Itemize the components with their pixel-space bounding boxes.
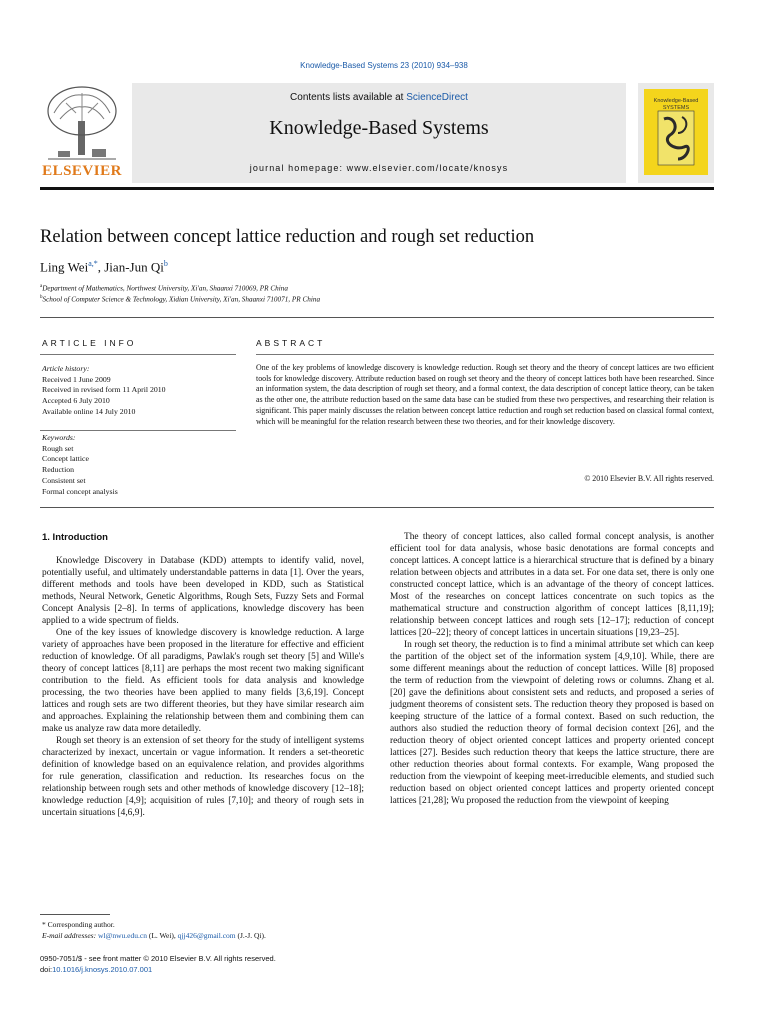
email-link[interactable]: qjj426@gmail.com [177,930,236,940]
doi-label: doi: [40,965,53,974]
cover-title: Knowledge-Based SYSTEMS [653,98,699,111]
publisher-name: ELSEVIER [42,163,122,179]
journal-homepage-link[interactable]: journal homepage: www.elsevier.com/locate/knosys [249,163,509,173]
section-heading-introduction: 1. Introduction [42,532,108,543]
journal-cover [638,83,714,183]
issn-line: 0950-7051/$ - see front matter © 2010 Elsevier B.V. All rights reserved. [40,954,276,963]
keyword: Reduction [42,465,75,475]
contents-prefix: Contents lists available at [290,92,404,103]
header-box [132,83,626,183]
email-link[interactable]: wl@nwu.edu.cn [97,930,147,940]
keyword: Concept lattice [42,454,89,464]
body-column-left [42,555,364,819]
affiliation-text: School of Computer Science & Technology, Xidian University, Xi'an, Shaanxi 710071, PR China [42,295,321,304]
author-list [40,259,168,275]
article-info-heading: ARTICLE INFO [42,338,137,348]
corresponding-author-footnote [42,920,372,941]
abstract-heading: ABSTRACT [256,338,326,348]
paragraph: In rough set theory, the reduction is to find a minimal attribute set which can keep the partition of the object set of the information system [4,9,10]. While, there are some different meanings about the reduction of concept lattices. Wille [8] proposed the term of reduction from the viewpoint of deleting rows or columns. Zhang et al. [20] gave the definitions about consistent sets and reducts, and proposed a series of judgment theorems of consistent sets. The reduction theory they proposed is based on keeping structure of the lattice of a formal context. Based on such reduction, the authors also studied the reduction theory of formal decision context [26], and the reduction theory of object oriented concept lattices and property oriented concept lattices [27]. Besides such reduction theory that keeps the lattice structure, there are other reduction theories about formal contexts. For example, Wang proposed the reduction from the viewpoint of keeping meet-irreducible elements, and studied such reduction based on object oriented concept lattices and property oriented concept lattices [21,28]; Wu proposed the reduction from the viewpoint of keeping [390,640,714,806]
journal-header [40,83,714,187]
footnote-marker: * [42,920,46,929]
body-column-right [390,531,714,807]
keyword: Rough set [42,443,74,453]
contents-line [132,92,626,103]
footnote-text: Corresponding author. [47,920,115,929]
history-item: Available online 14 July 2010 [42,406,136,416]
author-affiliation-marker[interactable]: b [163,259,168,268]
journal-name: Knowledge-Based Systems [269,117,489,139]
abstract-text: One of the key problems of knowledge discovery is knowledge reduction. Rough set theory and the theory of concept lattices are two efficient tools for knowledge discovery. Attribute reduction based on rough set theory and the theory of concept lattices both have been researched. Since an information system, the data description of rough set theory, and a formal context, the data description of concept lattice theory, can be taken as the other one, the attribute reduction based on the same data base can be studied from these two perspectives, and researching their relation is significant. This paper mainly discusses the relation between concept lattice reduction and rough set reduction based on classical formal context, which will be meaningful for the relation research between these two theories, and for their knowledge discovery. [256,363,714,426]
paragraph: The theory of concept lattices, also called formal concept analysis, is another efficient tool for data analysis, whose basic denotations are formal concepts and concept lattices. A concept lattice is a hierarchical structure that is defined by a binary relation between objects and attributes in a data set. For one data set, there is only one constructed concept lattice, which is an advantage of the theory of concept lattices. Most of the researches on concept lattices concentrate on such topics as the mathematical structure and construction algorithm of concept lattices [8,11,19]; relationship between concept lattices and rough sets [12–17]; reduction of concept lattices [20–22]; theory of concept lattices in uncertain situations [19,23–25]. [390,532,714,638]
article-history [42,364,238,418]
author-name: Jian-Jun Qi [104,259,164,275]
divider [256,354,714,355]
author-name: Ling Wei [40,259,89,275]
keyword: Formal concept analysis [42,486,118,496]
history-item: Accepted 6 July 2010 [42,396,110,406]
affiliation-b [40,295,320,303]
history-item: Received in revised form 11 April 2010 [42,385,166,395]
history-label: Article history: [42,364,90,373]
author-separator: , [97,259,105,275]
header-divider [40,187,714,190]
author-affiliation-marker[interactable]: a,* [88,259,98,268]
keywords-label: Keywords: [42,433,76,442]
email-owner: (L. Wei), [146,930,178,940]
affiliation-a [40,284,288,292]
paragraph: Knowledge Discovery in Database (KDD) attempts to identify valid, novel, potentially useful, and ultimately understandable patterns in data [1]. Over the years, different methods and tools have been developed in KDD, such as Statistical methods, Neural Network, Genetic Algorithms, Rough Sets, Fuzzy Sets and Formal Concept Analysis [2–8]. In terms of applications, knowledge discovery has been applied to a wide spectrum of fields. [42,556,364,626]
history-item: Received 1 June 2009 [42,374,111,384]
paper-title: Relation between concept lattice reduction and rough set reduction [40,227,535,247]
keywords [42,433,238,497]
divider [40,354,236,355]
abstract-copyright: © 2010 Elsevier B.V. All rights reserved. [584,474,714,483]
affiliation-marker: a [40,284,43,289]
paragraph: One of the key issues of knowledge discovery is knowledge reduction. A large variety of approaches have been proposed in the literature for effective and efficient reduction of knowledge. Of all paradigms, Pawlak's rough set theory [5] and Wille's theory of concept lattices [8,11] are perhaps the most recent two making significant contribution to the field. As efficient tools for data analysis and knowledge processing, the two theories have been applied to many fields [3,6,19]. Concept lattices and rough sets are two different theories, but they have similar research aim and approaches. Explaining the relationship between them and combining them can make us analyze raw data more detailedly. [42,628,364,734]
email-label: E-mail addresses: [42,930,97,940]
divider [40,430,236,431]
keyword: Consistent set [42,475,86,485]
doi-link[interactable]: 10.1016/j.knosys.2010.07.001 [52,965,153,974]
email-owner: (J.-J. Qi). [235,930,266,940]
journal-citation[interactable]: Knowledge-Based Systems 23 (2010) 934–938 [300,61,468,70]
front-matter [40,953,276,975]
divider [40,507,714,508]
affiliation-text: Department of Mathematics, Northwest University, Xi'an, Shaanxi 710069, PR China [42,284,288,293]
divider [40,317,714,318]
sciencedirect-link[interactable]: ScienceDirect [406,92,468,103]
footnote-divider [40,914,110,915]
paragraph: Rough set theory is an extension of set theory for the study of intelligent systems characterized by inexact, uncertain or vague information. It renders a set-theoretic definition of knowledge based on an equivalence relation, and provides algorithms for rule generation, classification and reduction. Its researches focus on the relationship between rough sets and other methods of knowledge discovery [12–18]; knowledge reduction [4,9]; acquisition of rules [7,10]; and theory of rough sets in uncertain situations [4,6,9]. [42,736,364,818]
affiliation-marker: b [40,295,43,300]
